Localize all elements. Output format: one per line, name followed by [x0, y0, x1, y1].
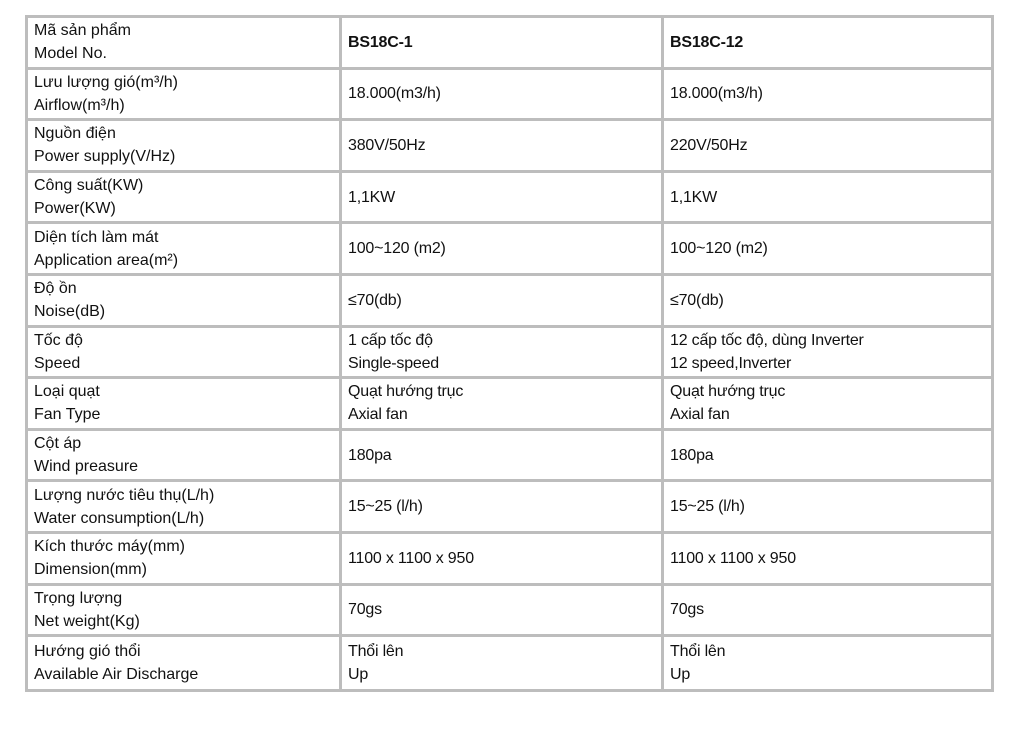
model1-value-cell	[342, 121, 664, 173]
label-english: Speed	[34, 354, 81, 372]
table-row	[28, 637, 991, 689]
label-english: Available Air Discharge	[34, 665, 199, 683]
spec-value: 1100 x 1100 x 950	[348, 549, 474, 567]
spec-value: 220V/50Hz	[670, 136, 748, 154]
label-english: Dimension(mm)	[34, 561, 147, 579]
spec-value: Up	[348, 665, 369, 683]
model1-value-cell	[342, 224, 664, 276]
label-vietnamese: Nguồn điện	[34, 125, 116, 143]
spec-value: 18.000(m3/h)	[670, 85, 763, 103]
spec-value: Axial fan	[670, 406, 730, 424]
row-label-cell	[28, 637, 342, 689]
model2-value-cell	[664, 482, 991, 534]
row-label-cell	[28, 70, 342, 122]
table-row	[28, 482, 991, 534]
model2-value-cell	[664, 224, 991, 276]
model2-value-cell	[664, 70, 991, 122]
model2-value-cell	[664, 379, 991, 431]
row-label-cell	[28, 173, 342, 225]
spec-value: 180pa	[348, 446, 392, 464]
table-row	[28, 328, 991, 380]
label-vietnamese: Lưu lượng gió(m³/h)	[34, 73, 178, 91]
spec-value: Quạt hướng trục	[670, 383, 786, 401]
model2-value-cell	[664, 586, 991, 638]
label-english: Airflow(m³/h)	[34, 96, 125, 114]
label-vietnamese: Tốc độ	[34, 331, 83, 349]
row-label-cell	[28, 482, 342, 534]
model1-value-cell	[342, 431, 664, 483]
model1-header-cell	[342, 18, 664, 70]
spec-table-body	[28, 18, 991, 689]
label-english: Power supply(V/Hz)	[34, 148, 176, 166]
spec-value: 70gs	[670, 601, 704, 619]
model1-value-cell	[342, 173, 664, 225]
label-vietnamese: Độ ồn	[34, 280, 77, 298]
label-vietnamese: Diện tích làm mát	[34, 228, 159, 246]
spec-value: 100~120 (m2)	[348, 240, 446, 258]
label-english: Net weight(Kg)	[34, 612, 140, 630]
table-row	[28, 173, 991, 225]
spec-table	[25, 15, 994, 692]
label-vietnamese: Mã sản phẩm	[34, 22, 131, 40]
table-row	[28, 70, 991, 122]
model2-value-cell	[664, 276, 991, 328]
label-vietnamese: Trọng lượng	[34, 589, 123, 607]
spec-value: Single-speed	[348, 354, 439, 372]
row-label-cell	[28, 586, 342, 638]
model1-value-cell	[342, 482, 664, 534]
model1-value-cell	[342, 70, 664, 122]
label-vietnamese: Kích thước máy(mm)	[34, 538, 185, 556]
label-english: Model No.	[34, 45, 107, 63]
model1-value-cell	[342, 328, 664, 380]
row-label-cell	[28, 328, 342, 380]
label-english: Application area(m²)	[34, 251, 179, 269]
spec-value: ≤70(db)	[348, 291, 402, 309]
model2-value-cell	[664, 534, 991, 586]
label-vietnamese: Lượng nước tiêu thụ(L/h)	[34, 486, 215, 504]
label-english: Power(KW)	[34, 200, 116, 218]
label-english: Wind preasure	[34, 458, 139, 476]
spec-value: 15~25 (l/h)	[348, 498, 423, 516]
spec-value: 1,1KW	[670, 188, 718, 206]
label-english: Noise(dB)	[34, 303, 106, 321]
row-label-cell	[28, 224, 342, 276]
table-row	[28, 534, 991, 586]
row-label-cell	[28, 18, 342, 70]
label-vietnamese: Công suất(KW)	[34, 177, 144, 195]
spec-value: 70gs	[348, 601, 382, 619]
label-english: Fan Type	[34, 406, 101, 424]
table-row	[28, 379, 991, 431]
row-label-cell	[28, 121, 342, 173]
model2-value-cell	[664, 121, 991, 173]
table-header-row	[28, 18, 991, 70]
label-vietnamese: Hướng gió thổi	[34, 642, 141, 660]
spec-value: 15~25 (l/h)	[670, 498, 745, 516]
spec-value: 1,1KW	[348, 188, 396, 206]
model2-value-cell	[664, 328, 991, 380]
spec-value: 1100 x 1100 x 950	[670, 549, 796, 567]
table-row	[28, 586, 991, 638]
model1-value-cell	[342, 276, 664, 328]
row-label-cell	[28, 276, 342, 328]
spec-value: Thổi lên	[670, 642, 726, 660]
table-row	[28, 431, 991, 483]
model-number: BS18C-1	[348, 33, 413, 51]
table-row	[28, 276, 991, 328]
table-row	[28, 121, 991, 173]
spec-value: 12 speed,Inverter	[670, 354, 792, 372]
model1-value-cell	[342, 637, 664, 689]
spec-value: 18.000(m3/h)	[348, 85, 441, 103]
model2-value-cell	[664, 637, 991, 689]
spec-value: Up	[670, 665, 691, 683]
model1-value-cell	[342, 379, 664, 431]
label-vietnamese: Cột áp	[34, 435, 82, 453]
model2-value-cell	[664, 173, 991, 225]
spec-value: 1 cấp tốc độ	[348, 331, 433, 349]
table-row	[28, 224, 991, 276]
model2-value-cell	[664, 431, 991, 483]
spec-value: ≤70(db)	[670, 291, 724, 309]
spec-value: 180pa	[670, 446, 714, 464]
label-vietnamese: Loại quạt	[34, 383, 100, 401]
spec-value: 12 cấp tốc độ, dùng Inverter	[670, 331, 864, 349]
model1-value-cell	[342, 534, 664, 586]
model2-header-cell	[664, 18, 991, 70]
model-number: BS18C-12	[670, 33, 744, 51]
spec-value: Thổi lên	[348, 642, 404, 660]
model1-value-cell	[342, 586, 664, 638]
spec-value: 100~120 (m2)	[670, 240, 768, 258]
spec-value: 380V/50Hz	[348, 136, 426, 154]
label-english: Water consumption(L/h)	[34, 509, 205, 527]
row-label-cell	[28, 534, 342, 586]
spec-value: Axial fan	[348, 406, 408, 424]
row-label-cell	[28, 431, 342, 483]
spec-value: Quạt hướng trục	[348, 383, 464, 401]
row-label-cell	[28, 379, 342, 431]
